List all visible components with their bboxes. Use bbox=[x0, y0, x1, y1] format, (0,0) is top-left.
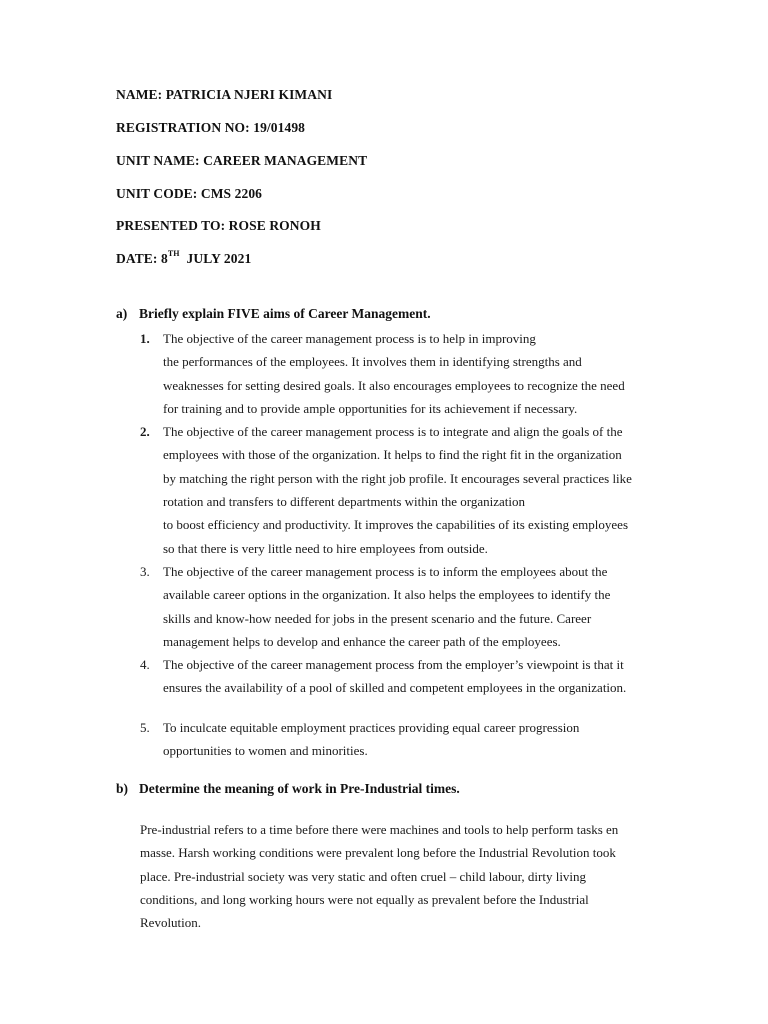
aim-item-line: The objective of the career management process is to help in improving bbox=[163, 331, 536, 346]
aim-item-line: so that there is very little need to hire employees from outside. bbox=[163, 540, 488, 556]
aim-item-line: for training and to provide ample opportunities for its achievement if necessary. bbox=[163, 400, 578, 416]
question-a bbox=[116, 306, 431, 322]
unit-name: UNIT NAME: CAREER MANAGEMENT bbox=[116, 153, 368, 168]
aim-item-number: 2. bbox=[140, 424, 150, 440]
aim-item-number: 5. bbox=[140, 719, 150, 735]
presented-to: PRESENTED TO: ROSE RONOH bbox=[116, 218, 321, 233]
aim-item-line: the performances of the employees. It involves them in identifying strengths and bbox=[163, 354, 582, 370]
aim-item-line: weaknesses for setting desired goals. It also encourages employees to recognize the need bbox=[163, 377, 625, 393]
aim-item-number: 4. bbox=[140, 657, 150, 673]
answer-line: masse. Harsh working conditions were prevalent long before the Industrial Revolution took bbox=[140, 845, 616, 861]
aim-item-5 bbox=[140, 716, 700, 763]
aim-item-line: skills and know-how needed for jobs in the present scenario and the future. Career bbox=[163, 610, 592, 626]
question-a-text: Briefly explain FIVE aims of Career Management. bbox=[139, 306, 431, 321]
date-prefix: DATE: 8 bbox=[116, 251, 168, 266]
aim-item-line: management helps to develop and enhance the career path of the employees. bbox=[163, 633, 561, 649]
aim-item-1 bbox=[140, 327, 700, 420]
question-b bbox=[116, 781, 460, 797]
aim-item-2 bbox=[140, 420, 700, 560]
aim-item-number: 1. bbox=[140, 331, 150, 346]
aim-item-line: to boost efficiency and productivity. It improves the capabilities of its existing employees bbox=[163, 517, 629, 533]
aim-item-line: available career options in the organization. It also helps the employees to identify the bbox=[163, 587, 611, 603]
registration-number: REGISTRATION NO: 19/01498 bbox=[116, 120, 306, 135]
answer-line: Pre-industrial refers to a time before there were machines and tools to help perform tasks en bbox=[140, 822, 619, 837]
question-b-answer bbox=[140, 818, 700, 934]
aim-item-line: The objective of the career management process is to integrate and align the goals of the bbox=[163, 424, 623, 440]
answer-line: Revolution. bbox=[140, 915, 202, 931]
aim-item-line: by matching the right person with the right job profile. It encourages several practices like bbox=[163, 470, 632, 486]
aims-list bbox=[140, 327, 700, 762]
aim-item-line: The objective of the career management process is to inform the employees about the bbox=[163, 563, 608, 579]
aim-item-line: rotation and transfers to different departments within the organization bbox=[163, 494, 525, 510]
unit-code: UNIT CODE: CMS 2206 bbox=[116, 186, 263, 201]
aim-item-line: To inculcate equitable employment practices providing equal career progression bbox=[163, 719, 580, 735]
question-a-letter: a) bbox=[116, 306, 128, 321]
aim-item-line: employees with those of the organization. It helps to find the right fit in the organization bbox=[163, 447, 622, 463]
date-suffix: JULY 2021 bbox=[186, 251, 252, 266]
aim-item-line: The objective of the career management process from the employer’s viewpoint is that it bbox=[163, 657, 624, 673]
aim-item-4 bbox=[140, 653, 700, 700]
question-b-text: Determine the meaning of work in Pre-Industrial times. bbox=[139, 781, 460, 796]
student-name: NAME: PATRICIA NJERI KIMANI bbox=[116, 87, 333, 102]
answer-line: conditions, and long working hours were not equally as prevalent before the Industrial bbox=[140, 891, 589, 907]
date-superscript: TH bbox=[167, 249, 180, 258]
aim-item-line: ensures the availability of a pool of skilled and competent employees in the organization. bbox=[163, 680, 627, 696]
answer-line: place. Pre-industrial society was very static and often cruel – child labour, dirty living bbox=[140, 868, 587, 884]
aim-item-line: opportunities to women and minorities. bbox=[163, 743, 368, 759]
aim-item-number: 3. bbox=[140, 563, 150, 579]
question-b-letter: b) bbox=[116, 781, 129, 796]
submission-date bbox=[116, 251, 251, 267]
aim-item-3 bbox=[140, 560, 700, 653]
